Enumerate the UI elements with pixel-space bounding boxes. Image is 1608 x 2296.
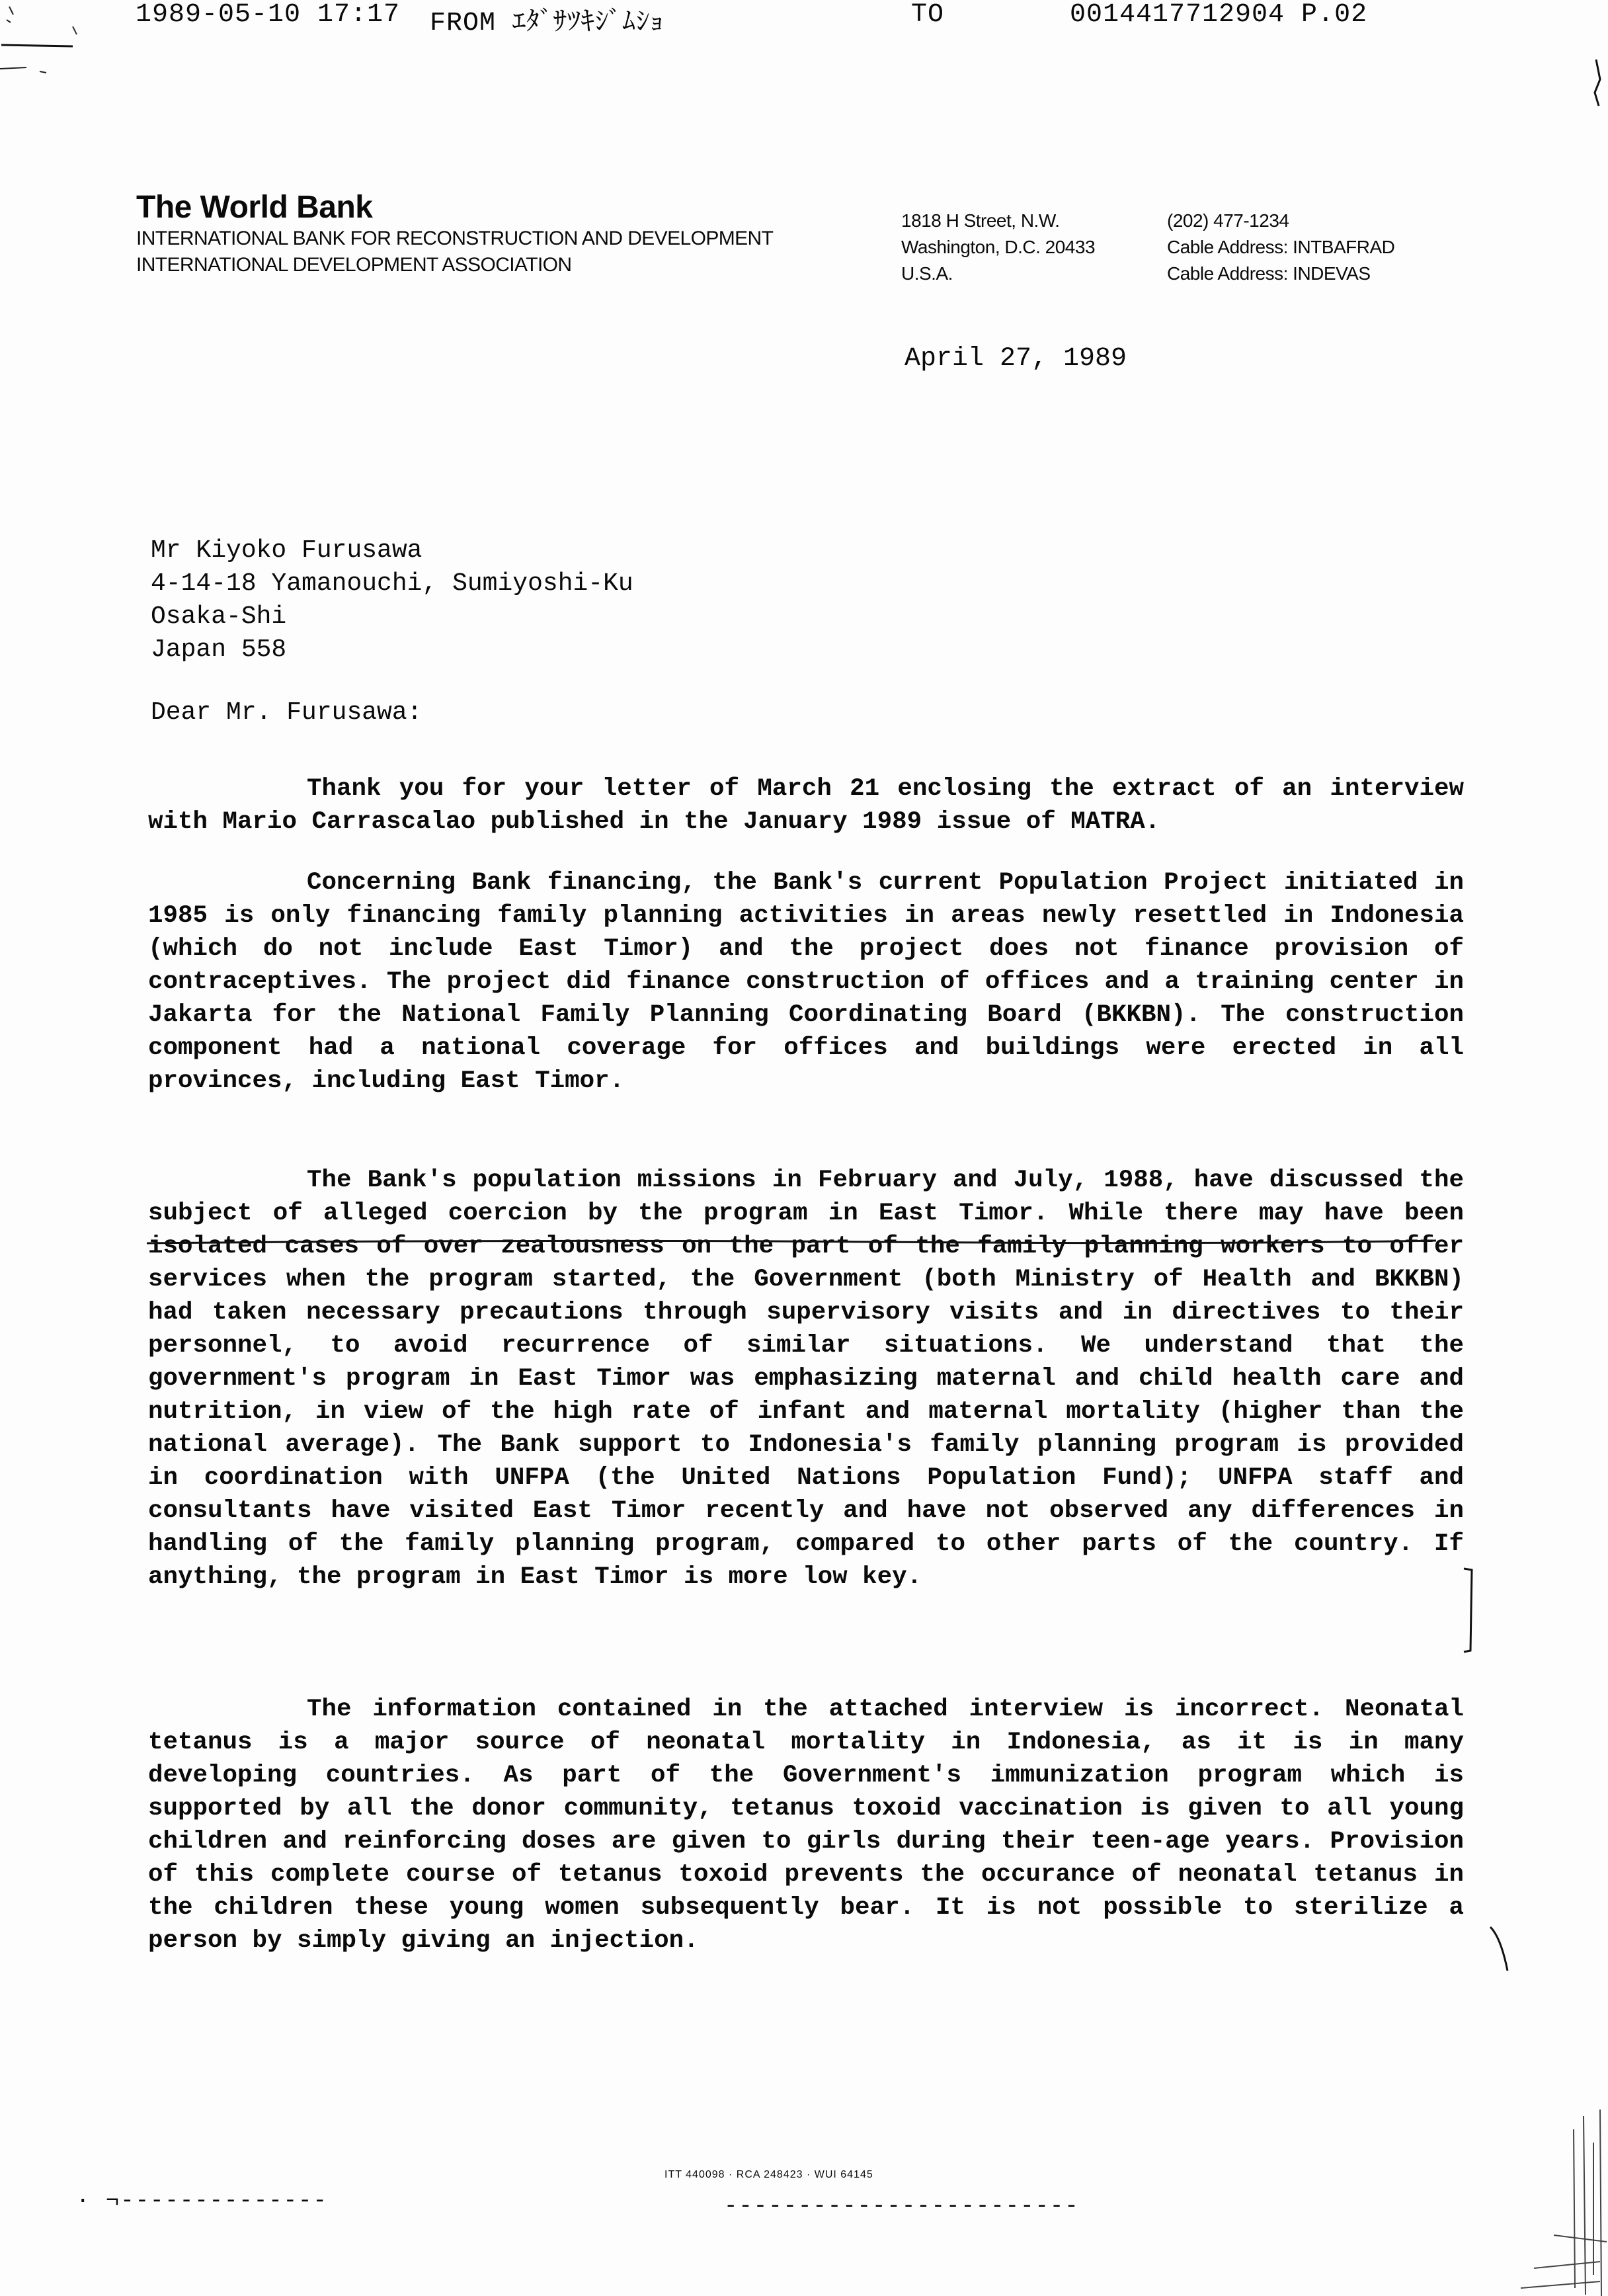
paragraph-text: The Bank's population missions in February and July, 1988, have discussed the subject of alleged coercion by the program in East Timor. While there may have been isolated cases of over zealousness on the part of the family planning workers to offer services when the program started, the Government (both Ministry of Health and BKKBN) had taken necessary precautions through supervisory visits and in directives to their personnel, to avoid recurrence of similar situations. We understand that the government's program in East Timor was emphasizing maternal and child health care and nutrition, in view of the high rate of infant and maternal mortality (higher than the national average). The Bank support to Indonesia's family planning program is provided in coordination with UNFPA (the United Nations Population Fund); UNFPA staff and consultants have visited East Timor recently and have not observed any differences in handling of the family planning program, compared to other parts of the country. If anything, the program in East Timor is more low key. <box>148 1167 1464 1591</box>
recipient-line: 4-14-18 Yamanouchi, Sumiyoshi-Ku <box>151 569 633 598</box>
scan-artifact-left <box>0 0 119 93</box>
footer-telex-code: ITT 440098 · RCA 248423 · WUI 64145 <box>664 2169 873 2180</box>
recipient-line: Japan 558 <box>151 636 287 664</box>
paragraph-missions <box>148 1164 1464 1594</box>
scan-artifact-bottom-right <box>1494 2103 1608 2296</box>
fax-from-label: FROM <box>430 9 497 38</box>
contact-line: (202) 477-1234 <box>1167 210 1289 231</box>
footer-dashes-left: · ¬-------------- <box>76 2189 328 2214</box>
fax-from-value: ｴﾀﾞｻﾂｷｼﾞﾑｼｮ <box>512 9 664 38</box>
address-line: 1818 H Street, N.W. <box>901 210 1060 231</box>
paragraph-text: Thank you for your letter of March 21 enclosing the extract of an interview with Mario Carrascalao published in the January 1989 issue of MATRA. <box>148 775 1464 836</box>
handwritten-tick <box>1488 1924 1514 1977</box>
handwritten-bracket <box>1461 1567 1476 1653</box>
org-line-ida: INTERNATIONAL DEVELOPMENT ASSOCIATION <box>136 254 572 276</box>
recipient-address <box>151 534 633 667</box>
recipient-line: Osaka-Shi <box>151 602 287 631</box>
office-address <box>901 208 1095 287</box>
letter-date: April 27, 1989 <box>904 344 1127 374</box>
paragraph-tetanus <box>148 1693 1464 1957</box>
contact-line: Cable Address: INTBAFRAD <box>1167 237 1395 257</box>
address-line: Washington, D.C. 20433 <box>901 237 1096 257</box>
org-line-ibrd: INTERNATIONAL BANK FOR RECONSTRUCTION AND DEVELOPMENT <box>136 227 774 249</box>
office-contact <box>1167 208 1394 287</box>
fax-header <box>0 0 1608 40</box>
scan-artifact-right <box>1587 53 1608 145</box>
paragraph-text: The information contained in the attached interview is incorrect. Neonatal tetanus is a major source of neonatal mortality in Indonesia, as it is in many developing countries. As part of the Government's immunization program which is supported by all the donor community, tetanus toxoid vaccination is given to all young children and reinforcing doses are given to girls during their teen-age years. Provision of this complete course of tetanus toxoid prevents the occurance of neonatal tetanus in the children these young women subsequently bear. It is not possible to sterilize a person by simply giving an injection. <box>148 1696 1464 1955</box>
fax-from <box>430 0 664 38</box>
paragraph-financing <box>148 866 1464 1098</box>
fax-page-ref: 0014417712904 P.02 <box>1070 0 1368 30</box>
paragraph-thanks <box>148 772 1464 839</box>
paragraph-text: Concerning Bank financing, the Bank's current Population Project initiated in 1985 is only financing family planning activities in areas newly resettled in Indonesia (which do not include East Timor) and the project does not finance provision of contraceptives. The project did finance construction of offices and a training center in Jakarta for the National Family Planning Coordinating Board (BKKBN). The construction component had a national coverage for offices and buildings were erected in all provinces, including East Timor. <box>148 869 1464 1095</box>
handwritten-underline <box>147 1237 1463 1250</box>
recipient-line: Mr Kiyoko Furusawa <box>151 536 422 565</box>
address-line: U.S.A. <box>901 263 953 284</box>
fax-datetime: 1989-05-10 17:17 <box>136 0 401 30</box>
footer-dashes-right: ------------------------ <box>724 2194 1080 2219</box>
contact-line: Cable Address: INDEVAS <box>1167 263 1371 284</box>
org-name: The World Bank <box>136 190 373 225</box>
fax-to-label: TO <box>911 0 945 30</box>
salutation: Dear Mr. Furusawa: <box>151 698 422 727</box>
letterhead <box>136 190 773 278</box>
